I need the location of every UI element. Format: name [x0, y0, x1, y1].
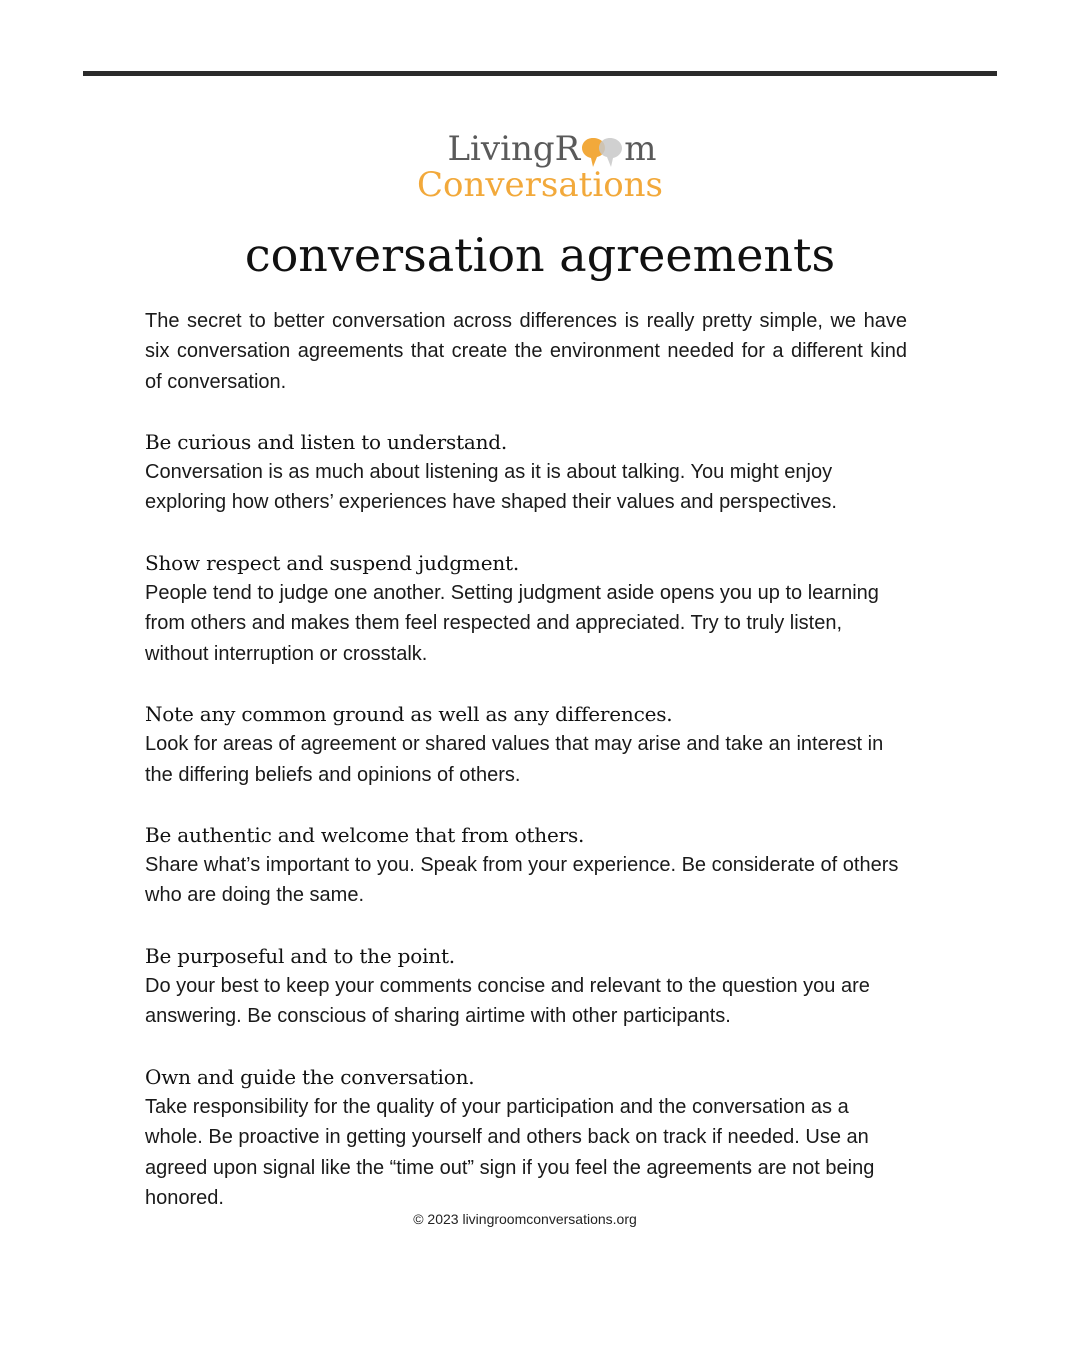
- top-divider: [83, 71, 997, 76]
- agreement-heading: Be curious and listen to understand.: [145, 429, 508, 454]
- logo-line-2: Conversations: [416, 165, 664, 205]
- agreement-4: [145, 820, 907, 911]
- agreement-body: Share what’s important to you. Speak from your experience. Be considerate of others who are doing the same.: [145, 854, 899, 907]
- agreement-6: [145, 1062, 907, 1213]
- agreement-heading: Note any common ground as well as any differences.: [145, 701, 673, 726]
- agreement-body: People tend to judge one another. Setting judgment aside opens you up to learning from others and makes them feel respected and appreciated. Try to truly listen, without interruption or crosstalk.: [145, 582, 879, 665]
- agreement-body: Take responsibility for the quality of your participation and the conversation as a whole. Be proactive in getting yourself and others back on track if needed. Use an agreed upon signal like the “time out” sign if you feel the agreements are not being honored.: [145, 1095, 875, 1209]
- agreement-body: Conversation is as much about listening as it is about talking. You might enjoy exploring how others’ experiences have shaped their values and perspectives.: [145, 461, 837, 514]
- document-body: [145, 306, 907, 1213]
- logo-text-m: m: [624, 129, 657, 169]
- intro-paragraph: The secret to better conversation across differences is really pretty simple, we have six conversation agreements that create the environment needed for a different kind of conversation.: [145, 310, 907, 393]
- agreement-body: Look for areas of agreement or shared values that may arise and take an interest in the differing beliefs and opinions of others.: [145, 733, 884, 786]
- living-room-conversations-logo: [0, 129, 1080, 205]
- page-title: conversation agreements: [244, 228, 836, 282]
- agreement-heading: Be authentic and welcome that from others.: [145, 822, 585, 847]
- agreement-5: [145, 941, 907, 1032]
- agreement-heading: Show respect and suspend judgment.: [145, 550, 520, 575]
- agreement-2: [145, 548, 907, 669]
- logo-line-1: [447, 129, 657, 169]
- agreement-heading: Be purposeful and to the point.: [145, 943, 455, 968]
- agreement-body: Do your best to keep your comments concise and relevant to the question you are answering. Be conscious of sharing airtime with other participants.: [145, 975, 870, 1028]
- copyright-footer: © 2023 livingroomconversations.org: [413, 1211, 637, 1227]
- agreement-3: [145, 699, 907, 790]
- logo-text-living-r: LivingR: [447, 129, 581, 169]
- speech-bubbles-icon: [580, 134, 624, 168]
- agreement-1: [145, 427, 907, 518]
- agreement-heading: Own and guide the conversation.: [145, 1064, 475, 1089]
